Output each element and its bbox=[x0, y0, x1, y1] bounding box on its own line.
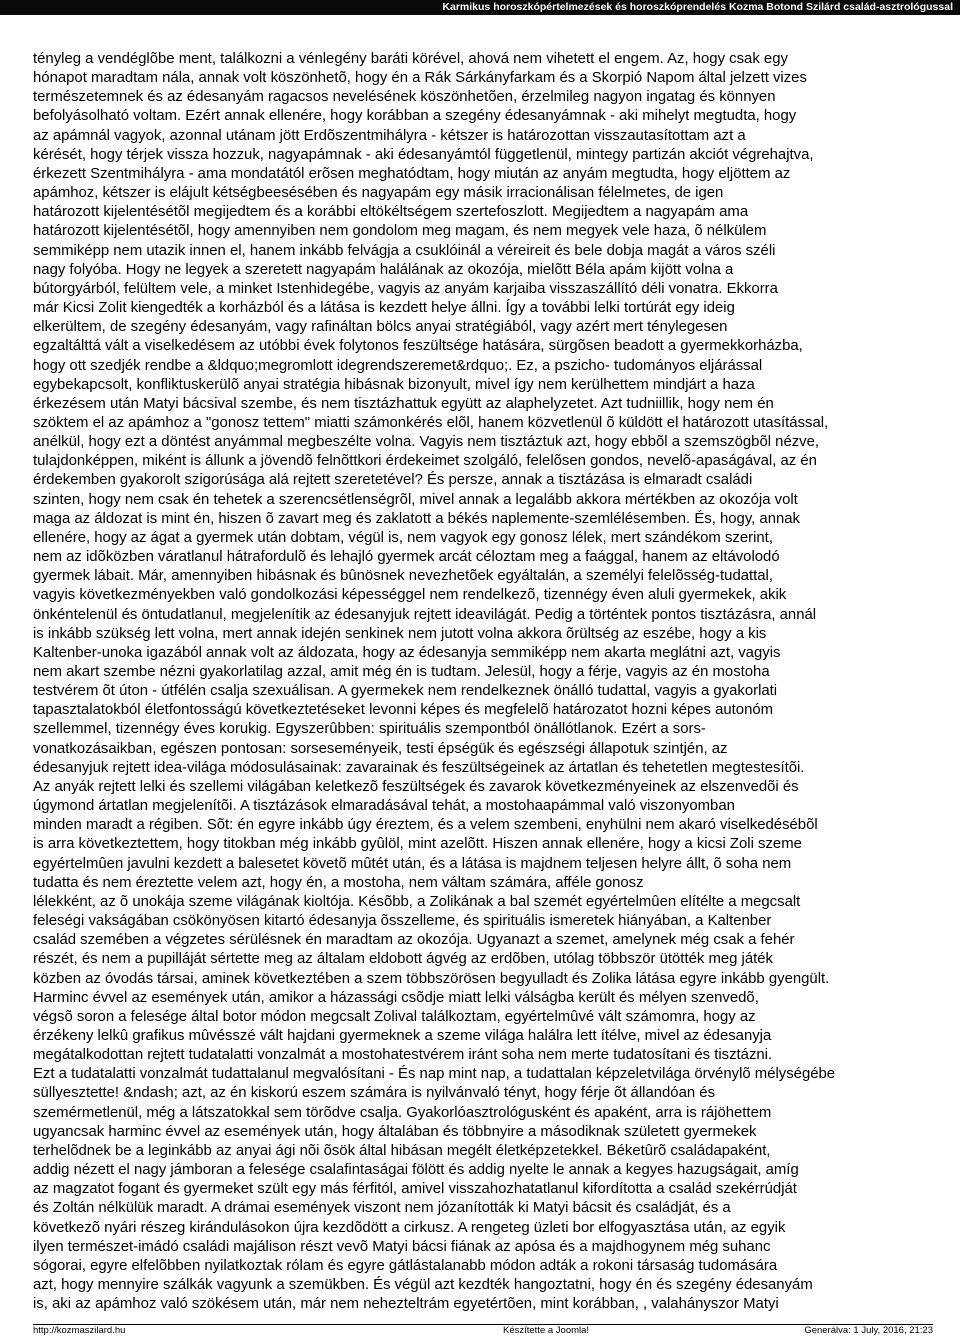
article-line: gyermek lábait. Már, amennyiben hibásnak és bûnösnek nevezhetõek egyáltalán, a személyi felelõsség-tudattal, bbox=[33, 568, 774, 585]
article-line: érkezett Szentmihályra - ama mondatától erõsen meghatódtam, hogy miután az anyám megtudta, hogy eljöttem az bbox=[33, 165, 791, 182]
article-line: lélekként, az õ unokája szeme világának kioltója. Késõbb, a Zolikának a bal szemét egyértelmûen elítélte a megcsalt bbox=[33, 893, 801, 910]
article-line: maga az áldozat is mint én, hiszen õ zavart meg és zaklatott a békés naplemente-szemlélésemben. És, hogy, annak bbox=[33, 510, 800, 527]
article-line: szöktem el az apámhoz a "gonosz tettem" miatti számonkérés elõl, hanem közvetlenül õ küldött el határozott utasítással, bbox=[33, 414, 829, 431]
article-line: is inkább szükség lett volna, mert annak idején senkinek nem jutott volna akkora õrültség az eszébe, hogy a kis bbox=[33, 625, 767, 642]
article-line: befolyásolható voltam. Ezért annak ellenére, hogy korábban a szegény édesanyámnak - aki mihelyt megtudta, hogy bbox=[33, 108, 797, 125]
article-line: egyértelmûen javulni kezdett a balesetet követõ mûtét után, és a látása is majdnem teljesen helyre állt, õ soha nem bbox=[33, 855, 792, 872]
article-line: következõ nyári részeg kirándulásokon újra kezdõdött a cirkusz. A rengeteg üzleti bor elfogyasztása után, az egyik bbox=[33, 1219, 786, 1236]
article-line: megátalkodottan rejtett tudatalatti vonzalmát a mostohatestvérem iránt soha nem merte tudatosítani és tisztázni. bbox=[33, 1047, 773, 1064]
article-line: addig nézett el nagy jámboran a felesége csalafintaságai fölött és addig nyelte le annak a kegyes hazugságait, amíg bbox=[33, 1162, 799, 1179]
article-line: vagyis következményekben való gondolkozási képességgel nem rendelkezõ, tizennégy éven aluli gyermekek, akik bbox=[33, 587, 787, 604]
article-line: úgymond ártatlan megjelenítõi. A tisztázások elmaradásával tehát, a mostohaapámmal való viszonyomban bbox=[33, 798, 735, 815]
article-line: határozott kijelentésétõl, hogy amennyiben nem gondolom meg magam, és nem megyek vele haza, õ nélkülem bbox=[33, 223, 767, 240]
article-line: önkéntelenül és öntudatlanul, megjelenítik az édesanyjuk rejtett ideavilágát. Pedig a történtek pontos tisztázásra, annál bbox=[33, 606, 817, 623]
article-line: tulajdonképpen, miként is állunk a jövendõ felnõttkori érdekeimet szolgáló, felelõsen gondos, nevelõ-apaságával, az én bbox=[33, 453, 817, 470]
article-line: nagy folyóba. Hogy ne legyek a szeretett nagyapám halálának az okozója, mielõtt Béla apám kijött volna a bbox=[33, 261, 734, 278]
article-line: nem akart szembe nézni gyakorlatilag azzal, amit még én is tudtam. Jelesül, hogy a férje, vagyis az én mostoha bbox=[33, 664, 770, 680]
article-line: Az anyák rejtett lelki és szellemi világában keletkezõ feszültségek és zavarok következményeinek az elszenvedõi és bbox=[33, 778, 799, 795]
article-line: szinten, hogy nem csak én tehetek a szerencsétlenségrõl, mivel annak a legalább akkora mértékben az okozója volt bbox=[33, 491, 798, 508]
article-line: testvérem õt úton - útfélén csalja szexuálisan. A gyermekek nem rendelkeznek önálló tudattal, vagyis a gyakorlati bbox=[33, 683, 778, 700]
article-line: szellemmel, tizennégy éves korukig. Egyszerûbben: spirituális szempontból önállótlanok. Ezért a sors- bbox=[33, 721, 706, 738]
article-line: és Zoltán nélkülük maradt. A drámai események viszont nem józanították ki Matyi bácsit és családját, és a bbox=[33, 1200, 731, 1217]
article-line: érzékeny lelkû grafikus mûvésszé vált hajdani gyermeknek a szeme világa halálra lett ítélve, mivel az édesanyja bbox=[33, 1027, 772, 1044]
article-line: bútorgyárból, felültem vele, a minket Istenhidegébe, vagyis az anyám karjaiba visszaszállító déli vonatra. Ekkorra bbox=[33, 280, 778, 297]
article-line: határozott kijelentésétõl megijedtem és a korábbi eltökéltségem szertefoszlott. Megijedtem a nagyapám ama bbox=[33, 204, 749, 221]
article-line: azt, hogy mennyire szálkák vagyunk a szemükben. És végül azt kezdték hangoztatni, hogy én és szegény édesanyám bbox=[33, 1277, 813, 1293]
article-line: ellenére, hogy az ágat a gyermek után dobtam, végül is, nem vagyok egy gonosz lélek, mert szándékom szerint, bbox=[33, 529, 773, 546]
article-line: érdekemben gyakorolt szigorúsága alá rejtett szeretetével? És persze, annak a tisztázása is elmaradt családi bbox=[33, 472, 753, 489]
article-line: egybekapcsolt, konfliktuskerülõ anyai stratégia hibásnak bizonyult, mivel így nem kerülhettem mindjárt a haza bbox=[33, 376, 755, 393]
article-line: egzaltálttá vált a viselkedésem az utóbbi évek folytonos feszültsége hatására, sürgõsen beadott a gyermekkorházba, bbox=[33, 338, 803, 355]
article-line: Ezt a tudatalatti vonzalmát tudattalanul megvalósítani - És nap mint nap, a tudattalan képzeletvilága örvénylõ mélységébe bbox=[33, 1066, 836, 1083]
article-line: érkezésem után Matyi bácsival szembe, és nem tisztázhattuk együtt az alaphelyzetet. Azt tudniillik, hogy nem én bbox=[33, 395, 774, 412]
article-line: már Kicsi Zolit kiengedték a korházból és a látása is kezdett helye állni. Így a további lelki tortúrát egy ideig bbox=[33, 300, 735, 317]
article-line: elkerültem, de szegény édesanyám, vagy rafináltan bölcs anyai stratégiából, vagy azért mert ténylegesen bbox=[33, 319, 728, 336]
article-line: az magzatot fogant és gyermeket szült egy más férfitól, amivel visszahozhatatlanul kifordította a család szekérrúdját bbox=[33, 1181, 797, 1198]
article-line: hónapot maradtam nála, annak volt köszönhetõ, hogy én a Rák Sárkányfarkam és a Skorpió Napom által jelzett vizes bbox=[33, 70, 807, 87]
article-line: közben az óvodás társai, aminek következtében a szem többszörösen begyulladt és Zolika látása egyre inkább gyengült. bbox=[33, 970, 830, 987]
footer-generated-date: Generálva: 1 July, 2016, 21:23 bbox=[804, 1325, 933, 1336]
article-line: természetemnek és az édesanyám ragacsos nevelésének köszönhetõen, érzelmileg nagyon ingatag és könnyen bbox=[33, 89, 776, 106]
article-line: sógorai, egyre elfelõbben nyilatkoztak rólam és egyre gátlástalanabb módon adták a rokoni társaság tudomására bbox=[33, 1257, 778, 1274]
article-line: ilyen természet-imádó családi majálison részt vevõ Matyi bácsi fiának az apósa és a majdhogynem még suhanc bbox=[33, 1238, 771, 1255]
footer-credit: Készítette a Joomla! bbox=[503, 1325, 590, 1336]
article-line: édesanyjuk rejtett idea-világa módosulásainak: zavarainak és feszültségeinek az ártatlan és tehetetlen megtestesítõi. bbox=[33, 759, 805, 776]
article-line: részét, és nem a pupilláját sértette meg az általam eldobott ágvég az erdõben, utólag többször ütötték meg játék bbox=[33, 951, 774, 968]
article-line: anélkül, hogy ezt a döntést anyámmal megbeszélte volna. Vagyis nem tisztáztuk azt, hogy ebbõl a szemszögbõl nézve, bbox=[33, 434, 820, 451]
article-line: süllyesztette! &ndash; azt, az én kiskorú eszem számára is nyilvánvaló tényt, hogy férje õt állandóan és bbox=[33, 1085, 716, 1102]
article-line: nem az idõközben váratlanul hátrafordulõ és lehajló gyermek arcát céloztam meg a faággal, hanem az eltávolodó bbox=[33, 549, 780, 566]
page-header-bar bbox=[0, 0, 960, 15]
footer-url: http://kozmaszilard.hu bbox=[33, 1325, 126, 1336]
article-line: tényleg a vendéglõbe ment, találkozni a vénlegény baráti körével, ahová nem vihetett el engem. Az, hogy csak egy bbox=[33, 51, 788, 67]
article-line: feleségi vakságában csökönyösen kitartó édesanyja õsszelleme, és spirituális ismeretek hiányában, a Kaltenber bbox=[33, 913, 772, 930]
page-footer bbox=[33, 1325, 933, 1337]
article-line: kérését, hogy térjek vissza hozzuk, nagyapámnak - aki édesanyámtól függetlenül, mintegy partizán akciót végrehajtva, bbox=[33, 146, 814, 163]
article-line: hogy ott szedjék rendbe a &ldquo;megromlott idegrendszeremet&rdquo;. Ez, a pszicho- tudományos eljárással bbox=[33, 357, 763, 374]
article-line: is, aki az apámhoz való szökésem után, már nem nehezteltrám egyetértõen, mint korábban, , valahányszor Matyi bbox=[33, 1296, 779, 1313]
article-line: terhelõdnek be a leginkább az anyai ági nõi õsök által hibásan megélt életképzetekkel. Béketûrõ családapaként, bbox=[33, 1142, 771, 1159]
article-line: minden maradt a régiben. Sõt: én egyre inkább úgy éreztem, és a velem szembeni, enyhülni nem akaró viselkedésébõl bbox=[33, 817, 818, 834]
article-line: Harminc évvel az események után, amikor a házassági csõdje miatt lelki válságba került és mélyen szenvedõ, bbox=[33, 989, 759, 1006]
article-line: semmiképp nem utazik innen el, hanem inkább felvágja a csuklóinál a véreireit és bele dobja magát a város széli bbox=[33, 242, 776, 259]
article-line: ugyancsak harminc évvel az események után, hogy általában és többnyire a másodiknak született gyermekek bbox=[33, 1123, 757, 1140]
article-line: tapasztalatokból életfontosságú következtetéseket levonni képes és megfelelõ határozatot hozni képes autonóm bbox=[33, 702, 774, 719]
article-line: apámhoz, kétszer is elájult kétségbeesésében és nagyapám egy másik irracionálisan félelmetes, de igen bbox=[33, 185, 724, 202]
article-body bbox=[33, 50, 933, 1314]
article-line: szemérmetlenül, még a látszatokkal sem törõdve csalja. Gyakorlóasztrológusként és apaként, arra is rájöhettem bbox=[33, 1104, 772, 1121]
article-line: család szemében a végzetes sérülésnek én maradtam az okozója. Ugyanazt a szemet, amelynek még csak a fehér bbox=[33, 932, 795, 949]
article-line: az apámnál vagyok, azonnal utánam jött Erdõszentmihályra - kétszer is határozottan visszautasítottam azt a bbox=[33, 127, 746, 144]
site-title: Karmikus horoszkópértelmezések és horoszkóprendelés Kozma Botond Szilárd család-asztrológussal bbox=[442, 1, 953, 13]
article-line: vonatkozásaikban, egészen pontosan: sorseseményeik, testi épségük és egészségi állapotuk szintjén, az bbox=[33, 740, 728, 757]
article-line: végsõ soron a felesége által botor módon megcsalt Zolival találkoztam, egyértelmûvé vált számomra, hogy az bbox=[33, 1008, 756, 1025]
article-line: is arra következtettem, hogy titokban még inkább gyûlöl, mint azelõtt. Hiszen annak ellenére, hogy a kicsi Zoli szeme bbox=[33, 836, 802, 853]
article-line: tudatta és nem éreztette velem azt, hogy én, a mostoha, nem váltam számára, afféle gonosz bbox=[33, 874, 644, 891]
article-line: Kaltenber-unoka igazából annak volt az áldozata, hogy az édesanyja semmiképp nem akarta meglátni azt, vagyis bbox=[33, 644, 781, 661]
